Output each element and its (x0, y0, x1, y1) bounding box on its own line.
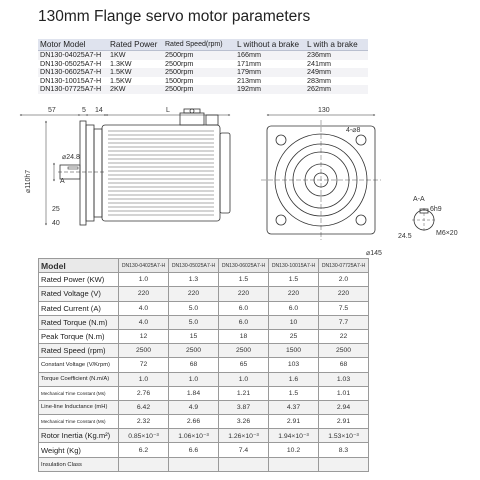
spec-value: 68 (319, 358, 369, 372)
table-row (38, 51, 368, 60)
table-cell: 262mm (305, 85, 368, 94)
spec-value: 1.0 (119, 372, 169, 386)
spec-value: 1.06×10⁻³ (169, 429, 219, 443)
motor-connectors (180, 109, 218, 125)
cooling-fins (108, 131, 214, 215)
table-cell: DN130-05025A7-H (40, 59, 102, 68)
dim-shaft-diameter: ⌀24.8 (62, 154, 80, 161)
spec-value: 68 (169, 358, 219, 372)
table-cell: 166mm (235, 51, 305, 60)
section-label: A-A (413, 196, 425, 203)
motor-flange (80, 121, 102, 225)
spec-row-label: Mechanical Time Constant (Ms) (39, 415, 119, 429)
spec-value: 8.3 (319, 443, 369, 457)
model-header: DN130-07725A7-H (319, 259, 369, 273)
spec-row (39, 287, 369, 301)
model-header: DN130-05025A7-H (169, 259, 219, 273)
table-cell: 2500rpm (165, 59, 194, 68)
spec-value: 1.84 (169, 386, 219, 400)
motor-shaft (58, 165, 106, 179)
spec-value: 1.03 (319, 372, 369, 386)
table-cell: 213mm (237, 76, 261, 85)
column-header: Rated Power (108, 39, 163, 51)
spec-row-label: Rated Current (A) (39, 301, 119, 315)
spec-value: 1.53×10⁻³ (319, 429, 369, 443)
model-header: DN130-06025A7-H (219, 259, 269, 273)
spec-value: 220 (119, 287, 169, 301)
spec-row (39, 372, 369, 386)
column-header: L with a brake (305, 39, 368, 51)
spec-value: 1.5 (219, 273, 269, 287)
model-header: DN130-04025A7-H (119, 259, 169, 273)
table-cell: 1KW (108, 51, 163, 60)
spec-row (39, 386, 369, 400)
spec-value: 6.6 (169, 443, 219, 457)
dim-25: 25 (52, 206, 60, 213)
spec-row-label: Mechanical Time Constant (Ms) (39, 386, 119, 400)
table-cell: 249mm (305, 68, 368, 77)
motor-parameter-table (38, 39, 368, 94)
spec-value: 5.0 (169, 301, 219, 315)
spec-value: 2.76 (119, 386, 169, 400)
spec-value: 2500 (319, 344, 369, 358)
table-cell: 241mm (307, 59, 331, 68)
spec-row (39, 358, 369, 372)
spec-value (319, 457, 369, 472)
spec-value: 4.9 (169, 400, 219, 414)
spec-value: 6.0 (219, 301, 269, 315)
spec-value: 103 (269, 358, 319, 372)
column-header: Motor Model (38, 39, 108, 51)
table-cell: 2KW (108, 85, 163, 94)
motor-dimension-drawing (0, 103, 480, 258)
motor-front-view (261, 120, 381, 240)
dim-key-width: 6h9 (430, 206, 442, 213)
spec-value: 220 (269, 287, 319, 301)
spec-row (39, 429, 369, 443)
spec-value: 2.91 (319, 415, 369, 429)
dim-length-57: 57 (48, 107, 56, 114)
dim-pcd: ⌀145 (366, 250, 382, 257)
spec-row-label: Line-line Inductance (mH) (39, 400, 119, 414)
spec-value (219, 457, 269, 472)
table-cell: 2500rpm (163, 51, 235, 60)
spec-header-label: Model (39, 259, 119, 273)
table-cell: DN130-04025A7-H (38, 51, 108, 60)
spec-value: 18 (219, 329, 269, 343)
spec-row (39, 315, 369, 329)
spec-value (169, 457, 219, 472)
spec-value: 7.5 (319, 301, 369, 315)
dim-40: 40 (52, 220, 60, 227)
spec-value: 1.26×10⁻³ (219, 429, 269, 443)
dim-thread: M6×20 (436, 230, 458, 237)
spec-value: 6.2 (119, 443, 169, 457)
dim-bolt-holes: 4-⌀8 (346, 127, 361, 134)
spec-value: 10 (269, 315, 319, 329)
table-cell: 1.3KW (110, 59, 132, 68)
spec-row (39, 301, 369, 315)
spec-row-label: Insulation Class (39, 457, 119, 472)
spec-value: 1.6 (269, 372, 319, 386)
spec-value: 0.85×10⁻³ (119, 429, 169, 443)
spec-value: 72 (119, 358, 169, 372)
spec-row (39, 273, 369, 287)
table-cell: DN130-07725A7-H (38, 85, 108, 94)
spec-value: 4.0 (119, 315, 169, 329)
spec-value: 1.0 (219, 372, 269, 386)
table-cell: 1.5KW (108, 68, 163, 77)
column-header: Rated Speed(rpm) (163, 39, 235, 51)
spec-row (39, 457, 369, 472)
dim-130: 130 (318, 107, 330, 114)
spec-value: 12 (119, 329, 169, 343)
spec-value: 1.01 (319, 386, 369, 400)
spec-value: 1.0 (119, 273, 169, 287)
table-cell: DN130-06025A7-H (38, 68, 108, 77)
spec-row (39, 415, 369, 429)
table-cell: DN130-10015A7-H (40, 76, 102, 85)
spec-value: 15 (169, 329, 219, 343)
spec-row (39, 443, 369, 457)
table-cell: 1500rpm (165, 76, 194, 85)
dim-flange-diameter: ⌀110h7 (25, 169, 32, 193)
dim-key-depth: 24.5 (398, 233, 412, 240)
spec-value: 2.32 (119, 415, 169, 429)
table-cell: 171mm (237, 59, 261, 68)
spec-row-label: Torque Coefficient (N.m/A) (39, 372, 119, 386)
motor-spec-table (38, 258, 369, 472)
spec-value: 1.3 (169, 273, 219, 287)
spec-value: 22 (319, 329, 369, 343)
spec-value: 4.37 (269, 400, 319, 414)
spec-value: 220 (219, 287, 269, 301)
dim-L: L (166, 107, 170, 114)
spec-value: 6.0 (269, 301, 319, 315)
spec-value: 25 (269, 329, 319, 343)
table-cell: 179mm (235, 68, 305, 77)
spec-value: 2500 (169, 344, 219, 358)
table-row (38, 68, 368, 77)
spec-value: 220 (319, 287, 369, 301)
table-cell: 283mm (307, 76, 331, 85)
spec-value: 1.5 (269, 273, 319, 287)
spec-row-label: Rated Speed (rpm) (39, 344, 119, 358)
spec-value: 2.91 (269, 415, 319, 429)
table-row (38, 85, 368, 94)
dim-14: 14 (95, 107, 103, 114)
spec-row-label: Rated Power (KW) (39, 273, 119, 287)
table-row (38, 77, 368, 86)
spec-value: 6.42 (119, 400, 169, 414)
spec-row-label: Weight (Kg) (39, 443, 119, 457)
spec-value: 1.5 (269, 386, 319, 400)
section-marker-a: A (60, 178, 65, 185)
spec-row-label: Peak Torque (N.m) (39, 329, 119, 343)
table-row (38, 60, 368, 69)
spec-row (39, 329, 369, 343)
spec-value: 6.0 (219, 315, 269, 329)
spec-row-label: Rotor Inertia (Kg.m²) (39, 429, 119, 443)
spec-value: 7.7 (319, 315, 369, 329)
table-cell: 2500rpm (163, 68, 235, 77)
table-header-row (38, 39, 368, 51)
spec-value: 7.4 (219, 443, 269, 457)
spec-value: 10.2 (269, 443, 319, 457)
spec-value: 3.26 (219, 415, 269, 429)
spec-value: 3.87 (219, 400, 269, 414)
spec-value: 1.0 (169, 372, 219, 386)
table-cell: 2500rpm (163, 85, 235, 94)
spec-value: 4.0 (119, 301, 169, 315)
spec-value: 1500 (269, 344, 319, 358)
dim-5: 5 (82, 107, 86, 114)
spec-value (269, 457, 319, 472)
spec-value: 2500 (119, 344, 169, 358)
spec-value: 1.21 (219, 386, 269, 400)
spec-row-label: Rated Voltage (V) (39, 287, 119, 301)
spec-value: 2.0 (319, 273, 369, 287)
table-cell: 192mm (235, 85, 305, 94)
spec-value: 65 (219, 358, 269, 372)
table-cell: 236mm (305, 51, 368, 60)
motor-body (102, 125, 230, 221)
spec-row-label: Rated Torque (N.m) (39, 315, 119, 329)
spec-value: 5.0 (169, 315, 219, 329)
column-header: L without a brake (235, 39, 305, 51)
spec-value: 2.94 (319, 400, 369, 414)
spec-row (39, 400, 369, 414)
spec-row (39, 344, 369, 358)
model-header: DN130-10015A7-H (269, 259, 319, 273)
spec-value: 2500 (219, 344, 269, 358)
spec-row-label: Constant Voltage (V/Krpm) (39, 358, 119, 372)
spec-value: 2.66 (169, 415, 219, 429)
spec-value: 220 (169, 287, 219, 301)
spec-value: 1.94×10⁻³ (269, 429, 319, 443)
spec-value (119, 457, 169, 472)
page-title: 130mm Flange servo motor parameters (38, 8, 311, 25)
table-cell: 1.5KW (110, 76, 132, 85)
